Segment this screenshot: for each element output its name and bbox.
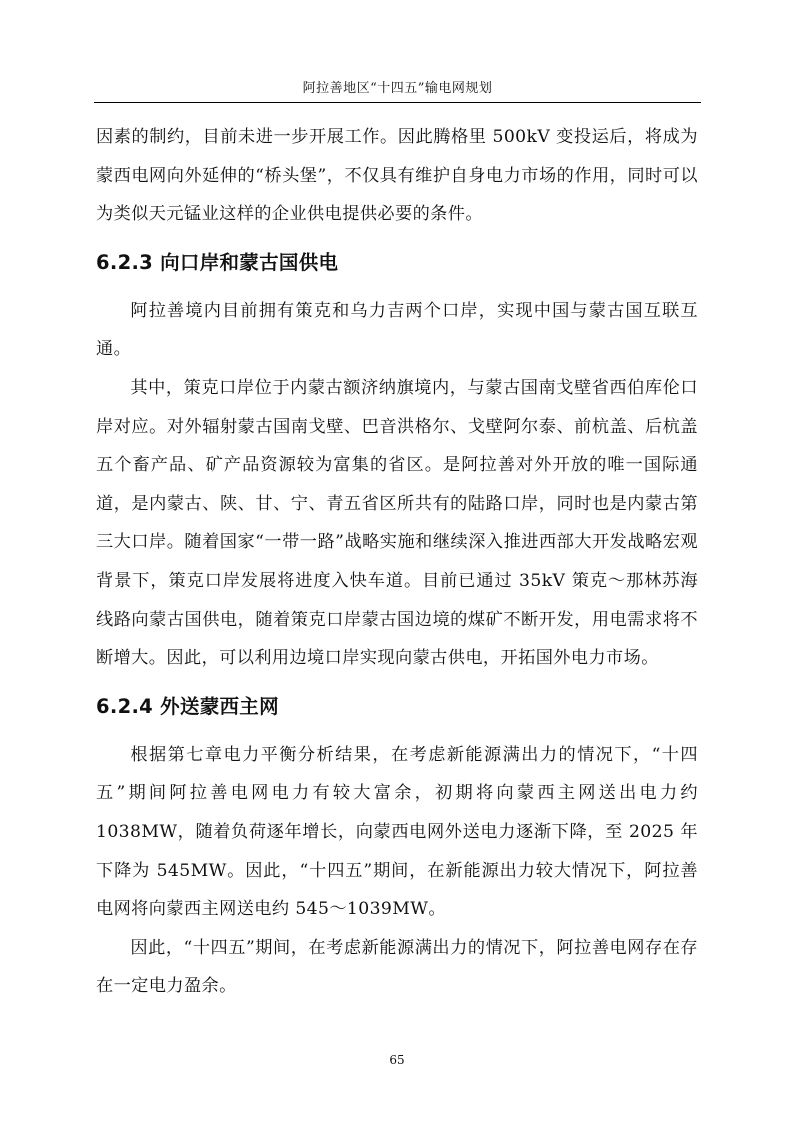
paragraph-power-balance: 根据第七章电力平衡分析结果，在考虑新能源满出力的情况下，“十四五”期间阿拉善电网电力有较大富余，初期将向蒙西主网送出电力约 1038MW，随着负荷逐年增长，向蒙西电网外送电力逐渐下降，至 2025 年下降为 545MW。因此，“十四五”期间，在新能源出力较大情况下，阿拉善电网将向蒙西主网送电约 545～1039MW。 (96, 744, 698, 920)
paragraph-ports-intro: 阿拉善境内目前拥有策克和乌力吉两个口岸，实现中国与蒙古国互联互通。 (96, 300, 698, 360)
running-header-title: 阿拉善地区“十四五”输电网规划 (302, 81, 493, 96)
document-body (96, 118, 698, 1006)
page-number: 65 (389, 1053, 405, 1067)
section-heading-6-2-4: 6.2.4 外送蒙西主网 (96, 694, 279, 718)
paragraph-continuation: 因素的制约，目前未进一步开展工作。因此腾格里 500kV 变投运后，将成为蒙西电网向外延伸的“桥头堡”，不仅具有维护自身电力市场的作用，同时可以为类似天元锰业这样的企业供电提供必要的条件。 (96, 127, 698, 225)
running-header (94, 80, 701, 103)
paragraph-conclusion: 因此，“十四五”期间，在考虑新能源满出力的情况下，阿拉善电网存在存在一定电力盈余。 (96, 937, 698, 997)
paragraph-ceke-port: 其中，策克口岸位于内蒙古额济纳旗境内，与蒙古国南戈壁省西伯库伦口岸对应。对外辐射蒙古国南戈壁、巴音洪格尔、戈壁阿尔泰、前杭盖、后杭盖五个畜产品、矿产品资源较为富集的省区。是阿拉善对外开放的唯一国际通道，是内蒙古、陕、甘、宁、青五省区所共有的陆路口岸，同时也是内蒙古第三大口岸。随着国家“一带一路”战略实施和继续深入推进西部大开发战略宏观背景下，策克口岸发展将进度入快车道。目前已通过 35kV 策克～那林苏海线路向蒙古国供电，随着策克口岸蒙古国边境的煤矿不断开发，用电需求将不断增大。因此，可以利用边境口岸实现向蒙古供电，开拓国外电力市场。 (96, 377, 698, 669)
section-heading-6-2-3: 6.2.3 向口岸和蒙古国供电 (96, 250, 339, 274)
